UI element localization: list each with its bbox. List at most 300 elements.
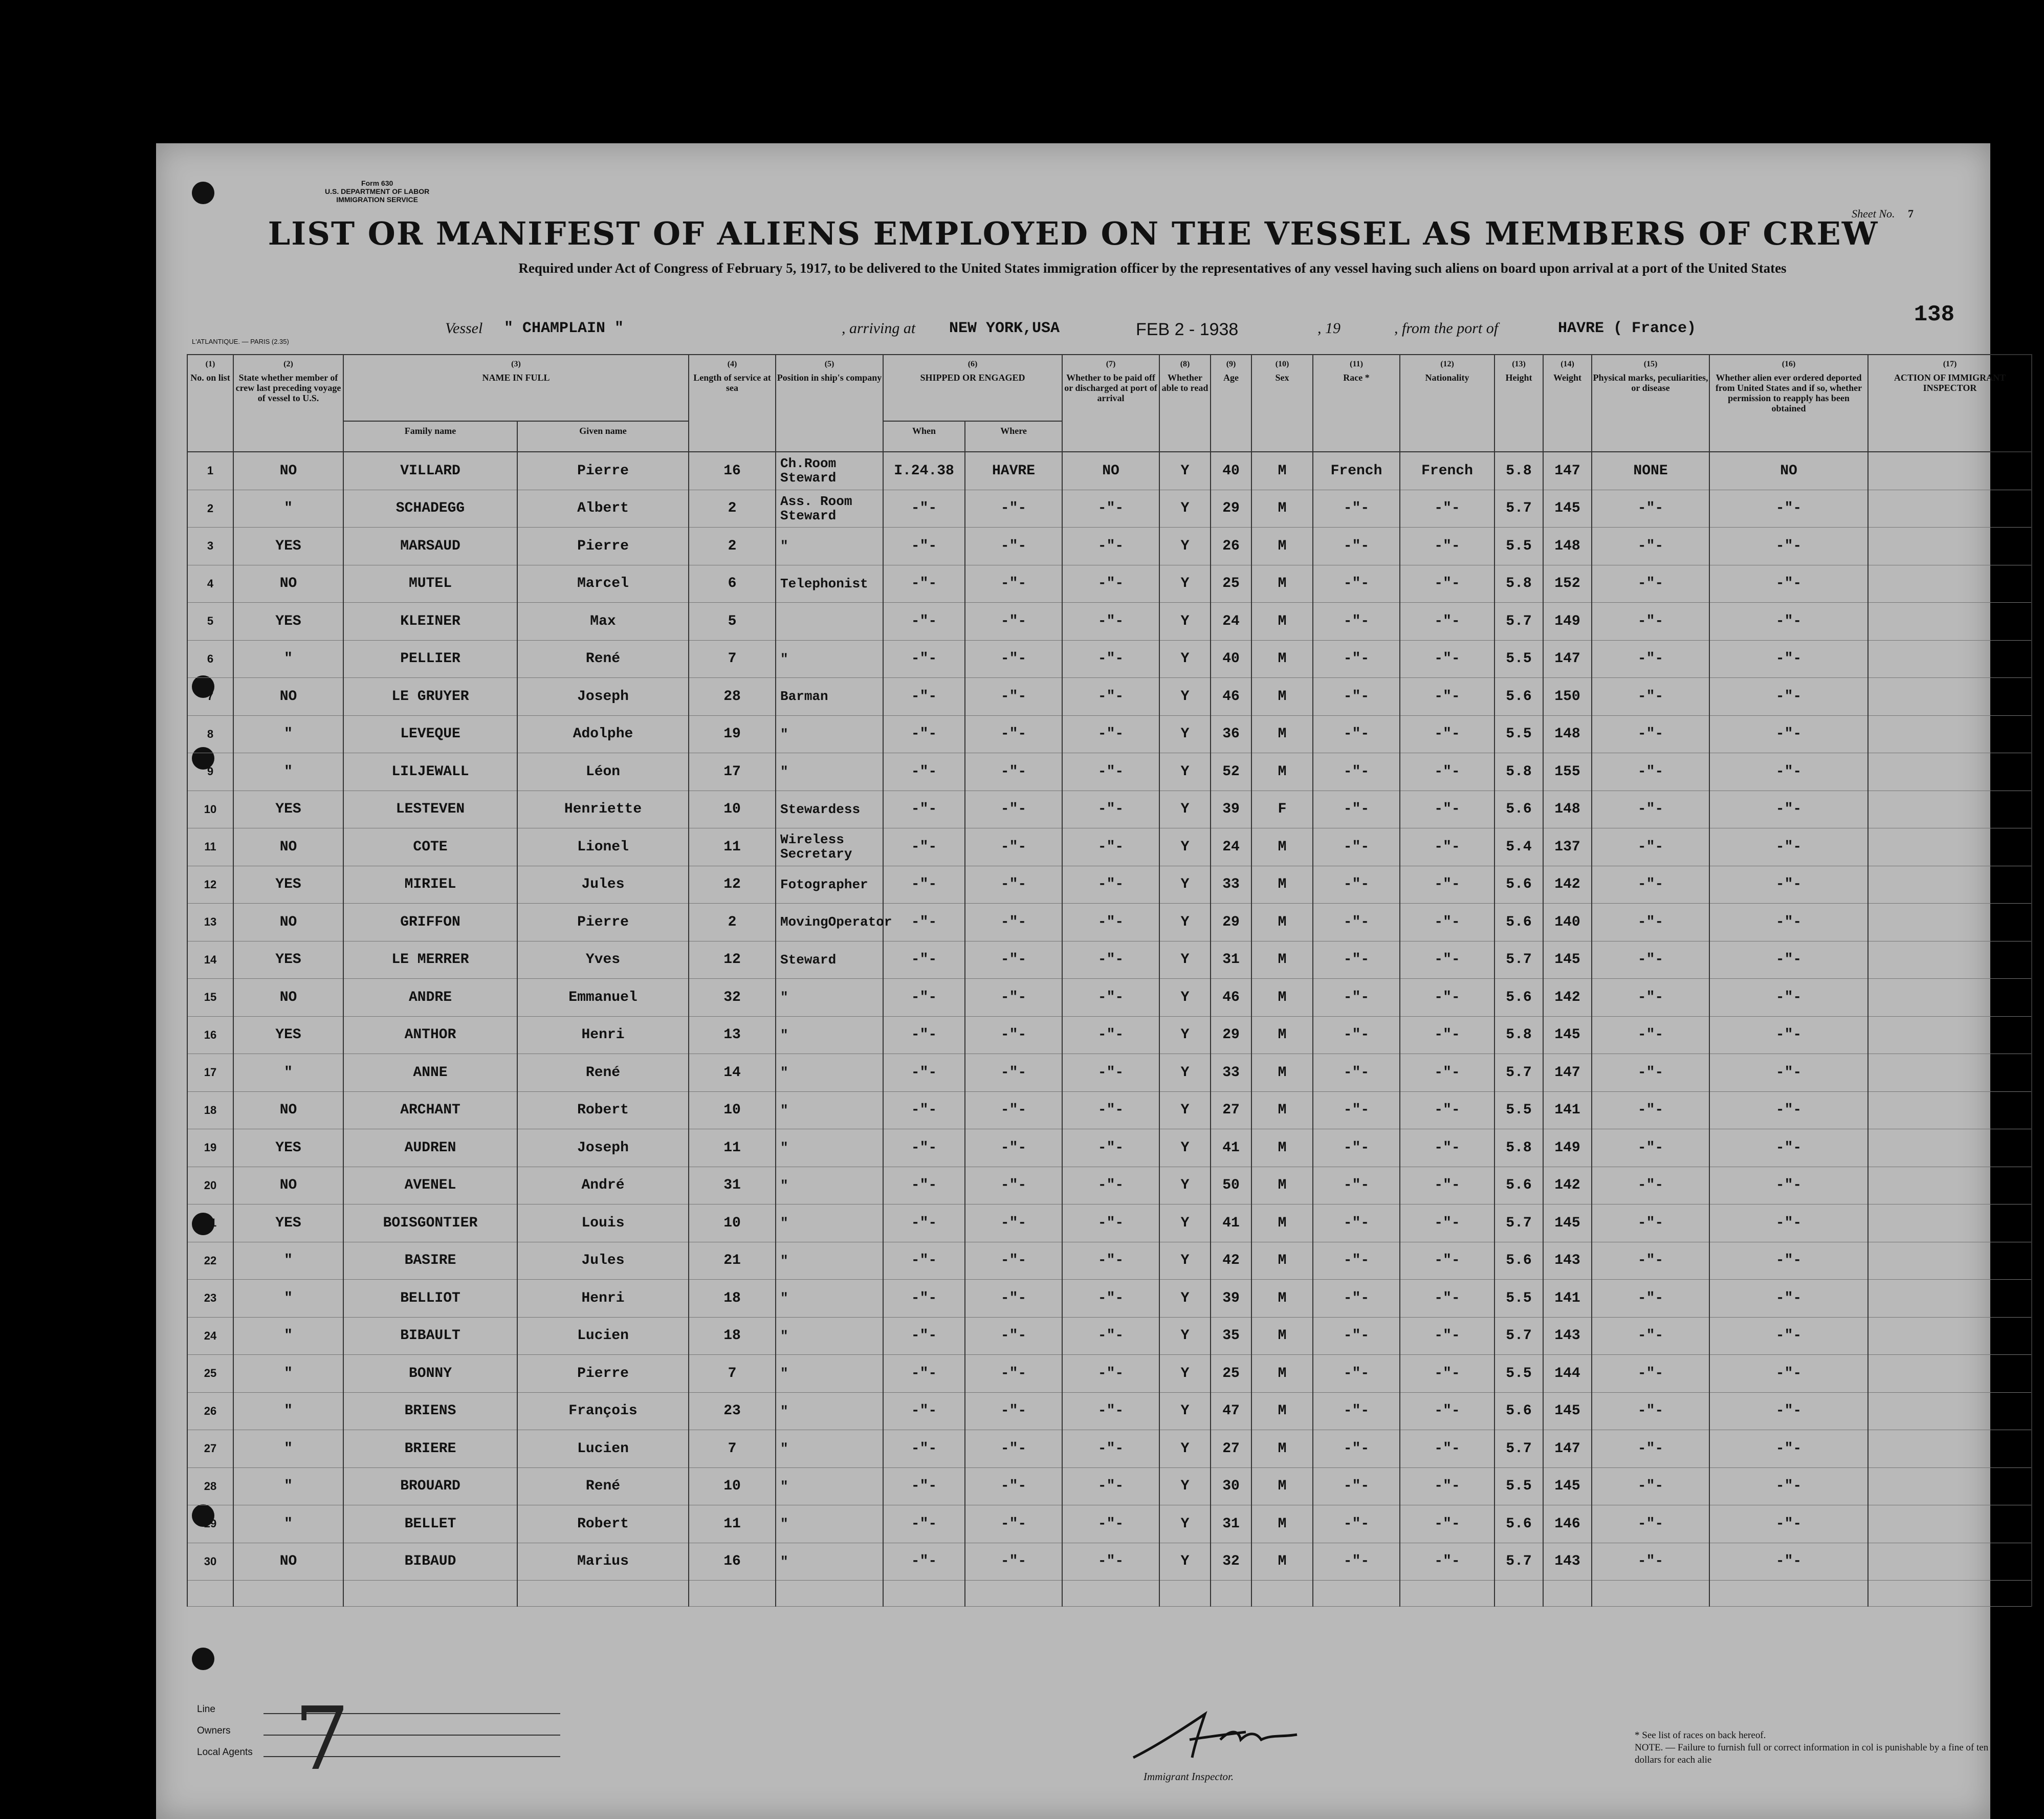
- cell-given: Joseph: [517, 678, 689, 716]
- cell-no: 10: [187, 791, 233, 828]
- manifest-page: [156, 143, 2006, 1819]
- cell-family: LILJEWALL: [343, 753, 517, 791]
- manifest-footer: [182, 1689, 1989, 1816]
- cell-marks: -"-: [1592, 1392, 1709, 1430]
- cell-where: -"-: [965, 866, 1062, 904]
- cell-nationality: -"-: [1400, 1091, 1494, 1129]
- cell-sex: M: [1251, 528, 1313, 565]
- cell-deported: -"-: [1709, 1430, 1868, 1468]
- col-header-inspector-action: (17) ACTION OF IMMIGRANT INSPECTOR: [1868, 355, 2032, 452]
- cell-sex: M: [1251, 1355, 1313, 1393]
- cell-family: KLEINER: [343, 603, 517, 641]
- cell-position: ": [776, 1167, 883, 1204]
- table-row: [187, 828, 2032, 866]
- cell-given: Adolphe: [517, 715, 689, 753]
- cell-no: 19: [187, 1129, 233, 1167]
- cell-no: 20: [187, 1167, 233, 1204]
- col-header-nationality: (12) Nationality: [1400, 355, 1494, 452]
- cell-family: BOISGONTIER: [343, 1204, 517, 1242]
- cell-paid: -"-: [1062, 904, 1159, 941]
- cell-family: MARSAUD: [343, 528, 517, 565]
- cell-nationality: -"-: [1400, 1543, 1494, 1581]
- cell-no: 15: [187, 979, 233, 1017]
- cell-prev: NO: [233, 1543, 343, 1581]
- cell-paid: -"-: [1062, 1054, 1159, 1092]
- cell-position: ": [776, 715, 883, 753]
- cell-family: GRIFFON: [343, 904, 517, 941]
- cell-age: 40: [1211, 640, 1251, 678]
- cell-age: 24: [1211, 828, 1251, 866]
- cell-given: Marcel: [517, 565, 689, 603]
- cell-no: 1: [187, 452, 233, 490]
- cell-race: -"-: [1313, 1054, 1400, 1092]
- cell-race: -"-: [1313, 678, 1400, 716]
- cell-race: -"-: [1313, 753, 1400, 791]
- cell-action: [1868, 528, 2032, 565]
- cell-action: [1868, 452, 2032, 490]
- cell-paid: NO: [1062, 452, 1159, 490]
- cell-age: 39: [1211, 1280, 1251, 1318]
- table-row: [187, 941, 2032, 979]
- cell-height: 5.6: [1494, 1167, 1543, 1204]
- cell-marks: -"-: [1592, 1280, 1709, 1318]
- cell-age: 33: [1211, 866, 1251, 904]
- cell-nationality: -"-: [1400, 1505, 1494, 1543]
- cell-prev: YES: [233, 1204, 343, 1242]
- cell-service: 10: [689, 1204, 776, 1242]
- form-number: Form 630: [361, 179, 393, 187]
- cell-when: -"-: [883, 1280, 965, 1318]
- cell-family: SCHADEGG: [343, 490, 517, 528]
- cell-given: Henri: [517, 1280, 689, 1318]
- cell-when: I.24.38: [883, 452, 965, 490]
- cell-family: COTE: [343, 828, 517, 866]
- cell-race: -"-: [1313, 1505, 1400, 1543]
- cell-race: -"-: [1313, 1317, 1400, 1355]
- cell-position: ": [776, 1280, 883, 1318]
- cell-nationality: -"-: [1400, 941, 1494, 979]
- cell-position: ": [776, 979, 883, 1017]
- cell-age: 50: [1211, 1167, 1251, 1204]
- cell-read: Y: [1159, 1355, 1211, 1393]
- cell-service: 32: [689, 979, 776, 1017]
- cell-no: 27: [187, 1430, 233, 1468]
- cell-prev: ": [233, 490, 343, 528]
- cell-age: 31: [1211, 1505, 1251, 1543]
- cell-weight: 147: [1543, 1430, 1592, 1468]
- cell-age: 30: [1211, 1467, 1251, 1505]
- cell-read: Y: [1159, 791, 1211, 828]
- cell-sex: M: [1251, 565, 1313, 603]
- cell-no: 26: [187, 1392, 233, 1430]
- table-row: [187, 490, 2032, 528]
- cell-action: [1868, 866, 2032, 904]
- cell-read: Y: [1159, 1392, 1211, 1430]
- cell-nationality: -"-: [1400, 1392, 1494, 1430]
- cell-marks: -"-: [1592, 640, 1709, 678]
- cell-sex: M: [1251, 678, 1313, 716]
- cell-age: 29: [1211, 904, 1251, 941]
- cell-where: -"-: [965, 828, 1062, 866]
- cell-height: 5.8: [1494, 565, 1543, 603]
- cell-sex: M: [1251, 1204, 1313, 1242]
- cell-given: Henriette: [517, 791, 689, 828]
- cell-paid: -"-: [1062, 678, 1159, 716]
- cell-weight: 146: [1543, 1505, 1592, 1543]
- cell-position: Wireless Secretary: [776, 828, 883, 866]
- cell-weight: 147: [1543, 640, 1592, 678]
- cell-no: 13: [187, 904, 233, 941]
- vessel-line: [187, 320, 1960, 340]
- cell-position: ": [776, 1392, 883, 1430]
- handwritten-sheet-number: 7: [294, 1689, 350, 1790]
- cell-nationality: -"-: [1400, 528, 1494, 565]
- cell-action: [1868, 603, 2032, 641]
- cell-read: Y: [1159, 678, 1211, 716]
- cell-deported: NO: [1709, 452, 1868, 490]
- cell-where: -"-: [965, 1430, 1062, 1468]
- cell-age: 46: [1211, 979, 1251, 1017]
- col-header-paid-off: (7) Whether to be paid off or discharged at port of arrival: [1062, 355, 1159, 452]
- cell-paid: -"-: [1062, 1242, 1159, 1280]
- cell-sex: M: [1251, 715, 1313, 753]
- table-row: [187, 1430, 2032, 1468]
- cell-paid: -"-: [1062, 1167, 1159, 1204]
- cell-position: Telephonist: [776, 565, 883, 603]
- cell-service: 16: [689, 1543, 776, 1581]
- cell-action: [1868, 1543, 2032, 1581]
- cell-paid: -"-: [1062, 715, 1159, 753]
- cell-marks: -"-: [1592, 1091, 1709, 1129]
- cell-height: 5.7: [1494, 1543, 1543, 1581]
- cell-service: 11: [689, 828, 776, 866]
- cell-where: -"-: [965, 1204, 1062, 1242]
- cell-height: 5.5: [1494, 715, 1543, 753]
- cell-no: 4: [187, 565, 233, 603]
- cell-weight: 143: [1543, 1543, 1592, 1581]
- cell-service: 23: [689, 1392, 776, 1430]
- cell-prev: NO: [233, 452, 343, 490]
- cell-sex: M: [1251, 1543, 1313, 1581]
- document-subtitle: Required under Act of Congress of February 5, 1917, to be delivered to the United States immigration officer by the representatives of any vessel having such aliens on board upon arrival at a port of the United States: [518, 260, 1787, 276]
- cell-action: [1868, 979, 2032, 1017]
- cell-paid: -"-: [1062, 1467, 1159, 1505]
- cell-paid: -"-: [1062, 941, 1159, 979]
- cell-age: 31: [1211, 941, 1251, 979]
- cell-position: ": [776, 1505, 883, 1543]
- arriving-label: , arriving at: [842, 320, 916, 337]
- cell-deported: -"-: [1709, 1317, 1868, 1355]
- cell-given: Albert: [517, 490, 689, 528]
- cell-when: -"-: [883, 603, 965, 641]
- cell-where: HAVRE: [965, 452, 1062, 490]
- cell-height: 5.8: [1494, 753, 1543, 791]
- cell-deported: -"-: [1709, 1242, 1868, 1280]
- cell-nationality: -"-: [1400, 678, 1494, 716]
- cell-position: Barman: [776, 678, 883, 716]
- cell-when: -"-: [883, 1430, 965, 1468]
- cell-race: -"-: [1313, 791, 1400, 828]
- table-row: [187, 866, 2032, 904]
- cell-given: Pierre: [517, 1355, 689, 1393]
- cell-no: 29: [187, 1505, 233, 1543]
- cell-prev: YES: [233, 791, 343, 828]
- col-header-no: (1) No. on list: [187, 355, 233, 452]
- cell-deported: -"-: [1709, 1543, 1868, 1581]
- cell-race: -"-: [1313, 565, 1400, 603]
- cell-race: -"-: [1313, 1467, 1400, 1505]
- vessel-name: " CHAMPLAIN ": [504, 320, 624, 337]
- cell-where: -"-: [965, 1091, 1062, 1129]
- table-row: [187, 1167, 2032, 1204]
- cell-where: -"-: [965, 979, 1062, 1017]
- cell-sex: M: [1251, 1280, 1313, 1318]
- cell-where: -"-: [965, 1016, 1062, 1054]
- cell-service: 10: [689, 1467, 776, 1505]
- cell-race: -"-: [1313, 1016, 1400, 1054]
- cell-family: BELLET: [343, 1505, 517, 1543]
- cell-sex: M: [1251, 941, 1313, 979]
- cell-given: Louis: [517, 1204, 689, 1242]
- cell-sex: M: [1251, 1242, 1313, 1280]
- cell-marks: -"-: [1592, 791, 1709, 828]
- cell-prev: YES: [233, 603, 343, 641]
- cell-position: ": [776, 1016, 883, 1054]
- cell-action: [1868, 1204, 2032, 1242]
- cell-no: 22: [187, 1242, 233, 1280]
- cell-given: Léon: [517, 753, 689, 791]
- cell-read: Y: [1159, 904, 1211, 941]
- col-header-service: (4) Length of service at sea: [689, 355, 776, 452]
- cell-family: BIBAULT: [343, 1317, 517, 1355]
- cell-nationality: -"-: [1400, 1467, 1494, 1505]
- cell-no: 24: [187, 1317, 233, 1355]
- cell-paid: -"-: [1062, 1430, 1159, 1468]
- cell-given: François: [517, 1392, 689, 1430]
- cell-deported: -"-: [1709, 603, 1868, 641]
- cell-paid: -"-: [1062, 1505, 1159, 1543]
- cell-height: 5.5: [1494, 1355, 1543, 1393]
- cell-marks: -"-: [1592, 866, 1709, 904]
- cell-given: Max: [517, 603, 689, 641]
- cell-prev: ": [233, 640, 343, 678]
- cell-prev: ": [233, 1430, 343, 1468]
- cell-race: -"-: [1313, 1129, 1400, 1167]
- cell-prev: YES: [233, 1129, 343, 1167]
- cell-where: -"-: [965, 1505, 1062, 1543]
- cell-read: Y: [1159, 565, 1211, 603]
- cell-weight: 145: [1543, 1204, 1592, 1242]
- cell-deported: -"-: [1709, 1505, 1868, 1543]
- cell-position: [776, 603, 883, 641]
- cell-marks: -"-: [1592, 1204, 1709, 1242]
- cell-prev: ": [233, 753, 343, 791]
- cell-family: LEVEQUE: [343, 715, 517, 753]
- table-row: [187, 1054, 2032, 1092]
- cell-paid: -"-: [1062, 791, 1159, 828]
- cell-service: 6: [689, 565, 776, 603]
- department: U.S. DEPARTMENT OF LABOR: [325, 187, 430, 195]
- cell-nationality: -"-: [1400, 1242, 1494, 1280]
- cell-service: 13: [689, 1016, 776, 1054]
- arrival-date-stamp: FEB 2 - 1938: [1136, 320, 1239, 339]
- cell-family: LE GRUYER: [343, 678, 517, 716]
- cell-given: Lucien: [517, 1317, 689, 1355]
- cell-marks: -"-: [1592, 1467, 1709, 1505]
- cell-age: 25: [1211, 1355, 1251, 1393]
- cell-read: Y: [1159, 1430, 1211, 1468]
- cell-weight: 148: [1543, 715, 1592, 753]
- cell-no: 11: [187, 828, 233, 866]
- cell-paid: -"-: [1062, 1543, 1159, 1581]
- table-header: [187, 355, 2032, 452]
- cell-nationality: -"-: [1400, 1430, 1494, 1468]
- cell-weight: 145: [1543, 490, 1592, 528]
- agents-label: Local Agents: [197, 1747, 253, 1758]
- cell-marks: -"-: [1592, 715, 1709, 753]
- cell-marks: -"-: [1592, 528, 1709, 565]
- cell-race: -"-: [1313, 866, 1400, 904]
- cell-paid: -"-: [1062, 1355, 1159, 1393]
- cell-race: -"-: [1313, 1167, 1400, 1204]
- cell-deported: -"-: [1709, 941, 1868, 979]
- table-row: [187, 603, 2032, 641]
- cell-prev: ": [233, 715, 343, 753]
- cell-race: -"-: [1313, 1430, 1400, 1468]
- table-row: [187, 528, 2032, 565]
- cell-where: -"-: [965, 1129, 1062, 1167]
- inspector-signature: [1128, 1709, 1323, 1765]
- service: IMMIGRATION SERVICE: [336, 195, 418, 204]
- col-header-family-name: Family name: [343, 421, 517, 452]
- cell-marks: -"-: [1592, 1430, 1709, 1468]
- cell-where: -"-: [965, 678, 1062, 716]
- cell-nationality: -"-: [1400, 828, 1494, 866]
- cell-height: 5.6: [1494, 1242, 1543, 1280]
- cell-position: ": [776, 1054, 883, 1092]
- cell-no: 21: [187, 1204, 233, 1242]
- races-note: * See list of races on back hereof.: [1635, 1730, 1766, 1741]
- table-row: [187, 1242, 2032, 1280]
- cell-paid: -"-: [1062, 828, 1159, 866]
- cell-position: ": [776, 528, 883, 565]
- cell-height: 5.7: [1494, 1054, 1543, 1092]
- cell-weight: 155: [1543, 753, 1592, 791]
- cell-nationality: -"-: [1400, 715, 1494, 753]
- cell-sex: M: [1251, 1091, 1313, 1129]
- cell-action: [1868, 1242, 2032, 1280]
- cell-weight: 142: [1543, 979, 1592, 1017]
- cell-sex: M: [1251, 904, 1313, 941]
- cell-action: [1868, 1129, 2032, 1167]
- cell-family: PELLIER: [343, 640, 517, 678]
- cell-age: 40: [1211, 452, 1251, 490]
- cell-family: MUTEL: [343, 565, 517, 603]
- cell-height: 5.8: [1494, 1016, 1543, 1054]
- from-port-label: , from the port of: [1394, 320, 1499, 337]
- cell-when: -"-: [883, 1204, 965, 1242]
- cell-no: 5: [187, 603, 233, 641]
- cell-weight: 145: [1543, 1392, 1592, 1430]
- cell-read: Y: [1159, 941, 1211, 979]
- cell-prev: YES: [233, 528, 343, 565]
- cell-prev: NO: [233, 565, 343, 603]
- cell-no: 9: [187, 753, 233, 791]
- cell-nationality: -"-: [1400, 1016, 1494, 1054]
- cell-where: -"-: [965, 565, 1062, 603]
- cell-prev: NO: [233, 1167, 343, 1204]
- cell-paid: -"-: [1062, 1091, 1159, 1129]
- col-header-deported: (16) Whether alien ever ordered deported from United States and if so, whether permission to reapply has been obtained: [1709, 355, 1868, 452]
- cell-family: AUDREN: [343, 1129, 517, 1167]
- cell-marks: -"-: [1592, 979, 1709, 1017]
- cell-read: Y: [1159, 1467, 1211, 1505]
- cell-sex: M: [1251, 979, 1313, 1017]
- cell-deported: -"-: [1709, 1054, 1868, 1092]
- cell-action: [1868, 828, 2032, 866]
- cell-given: Pierre: [517, 452, 689, 490]
- cell-race: -"-: [1313, 941, 1400, 979]
- cell-nationality: French: [1400, 452, 1494, 490]
- cell-marks: -"-: [1592, 1167, 1709, 1204]
- cell-no: 8: [187, 715, 233, 753]
- cell-position: Ch.Room Steward: [776, 452, 883, 490]
- cell-age: 29: [1211, 1016, 1251, 1054]
- cell-where: -"-: [965, 640, 1062, 678]
- cell-prev: NO: [233, 1091, 343, 1129]
- cell-service: 11: [689, 1505, 776, 1543]
- cell-deported: -"-: [1709, 1016, 1868, 1054]
- cell-height: 5.8: [1494, 452, 1543, 490]
- cell-when: -"-: [883, 1355, 965, 1393]
- cell-deported: -"-: [1709, 715, 1868, 753]
- cell-nationality: -"-: [1400, 490, 1494, 528]
- cell-no: 7: [187, 678, 233, 716]
- cell-deported: -"-: [1709, 828, 1868, 866]
- table-row: [187, 1543, 2032, 1581]
- table-row: [187, 1467, 2032, 1505]
- cell-service: 18: [689, 1317, 776, 1355]
- cell-when: -"-: [883, 1054, 965, 1092]
- cell-nationality: -"-: [1400, 640, 1494, 678]
- cell-read: Y: [1159, 715, 1211, 753]
- cell-deported: -"-: [1709, 1467, 1868, 1505]
- cell-weight: 152: [1543, 565, 1592, 603]
- cell-marks: -"-: [1592, 1242, 1709, 1280]
- cell-weight: 143: [1543, 1242, 1592, 1280]
- cell-no: 16: [187, 1016, 233, 1054]
- cell-age: 25: [1211, 565, 1251, 603]
- cell-paid: -"-: [1062, 1280, 1159, 1318]
- cell-prev: ": [233, 1392, 343, 1430]
- footnotes: [1635, 1729, 2003, 1766]
- table-row: [187, 1355, 2032, 1393]
- cell-given: René: [517, 1054, 689, 1092]
- col-header-weight: (14) Weight: [1543, 355, 1592, 452]
- cell-no: 6: [187, 640, 233, 678]
- cell-when: -"-: [883, 941, 965, 979]
- table-row: [187, 1317, 2032, 1355]
- cell-weight: 149: [1543, 603, 1592, 641]
- cell-given: Robert: [517, 1091, 689, 1129]
- cell-race: -"-: [1313, 1355, 1400, 1393]
- cell-action: [1868, 1317, 2032, 1355]
- col-header-race: (11) Race *: [1313, 355, 1400, 452]
- cell-age: 27: [1211, 1091, 1251, 1129]
- cell-read: Y: [1159, 490, 1211, 528]
- cell-age: 26: [1211, 528, 1251, 565]
- cell-nationality: -"-: [1400, 565, 1494, 603]
